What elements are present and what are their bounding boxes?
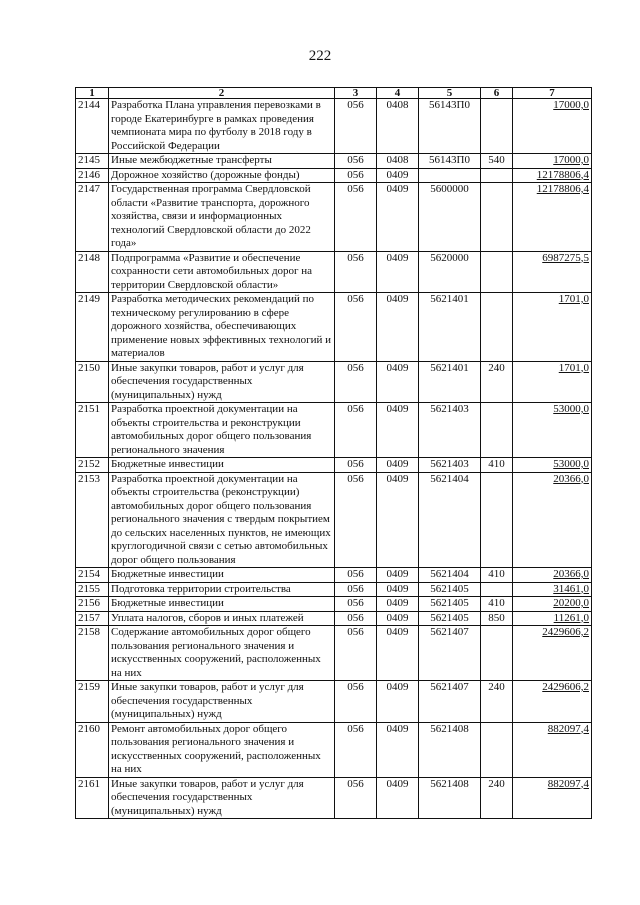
code-target: 5600000 <box>419 183 481 252</box>
code-section: 0409 <box>377 403 419 458</box>
row-name: Иные закупки товаров, работ и услуг для обеспечения государственных (муниципальных) нужд <box>109 777 335 819</box>
code-expense-type <box>481 293 513 362</box>
table-row <box>76 293 592 362</box>
code-section: 0409 <box>377 251 419 293</box>
amount: 1701,0 <box>513 361 592 403</box>
code-expense-type: 410 <box>481 597 513 612</box>
table-row <box>76 722 592 777</box>
code-admin: 056 <box>335 597 377 612</box>
code-admin: 056 <box>335 154 377 169</box>
row-number: 2147 <box>76 183 109 252</box>
table-row <box>76 361 592 403</box>
column-header: 3 <box>335 88 377 99</box>
code-target: 5621404 <box>419 568 481 583</box>
code-admin: 056 <box>335 403 377 458</box>
code-target: 5621407 <box>419 681 481 723</box>
code-expense-type: 240 <box>481 681 513 723</box>
row-name: Разработка проектной документации на объекты строительства и реконструкции автомобильных дорог общего пользования регионального значения <box>109 403 335 458</box>
row-name: Ремонт автомобильных дорог общего пользования регионального значения и искусственных сооружений, расположенных на них <box>109 722 335 777</box>
code-section: 0409 <box>377 597 419 612</box>
code-expense-type: 240 <box>481 361 513 403</box>
row-number: 2161 <box>76 777 109 819</box>
row-number: 2146 <box>76 168 109 183</box>
row-name: Иные закупки товаров, работ и услуг для обеспечения государственных (муниципальных) нужд <box>109 361 335 403</box>
budget-table <box>75 87 592 819</box>
code-section: 0409 <box>377 458 419 473</box>
code-admin: 056 <box>335 568 377 583</box>
code-expense-type: 410 <box>481 568 513 583</box>
row-name: Подпрограмма «Развитие и обеспечение сохранности сети автомобильных дорог на территории Свердловской области» <box>109 251 335 293</box>
row-name: Разработка проектной документации на объекты строительства (реконструкции) автомобильных дорог общего пользования регионального значения с твердым покрытием до сельских населенных пунктов, не имеющих круглогодичной связи с сетью автомобильных дорог общего пользования <box>109 472 335 568</box>
table-row <box>76 168 592 183</box>
table-row <box>76 582 592 597</box>
row-number: 2155 <box>76 582 109 597</box>
row-number: 2156 <box>76 597 109 612</box>
amount: 53000,0 <box>513 403 592 458</box>
column-header: 7 <box>513 88 592 99</box>
amount: 2429606,2 <box>513 681 592 723</box>
code-section: 0409 <box>377 611 419 626</box>
code-section: 0409 <box>377 722 419 777</box>
code-target: 5621405 <box>419 582 481 597</box>
code-section: 0409 <box>377 626 419 681</box>
table-row <box>76 403 592 458</box>
code-expense-type: 850 <box>481 611 513 626</box>
amount: 882097,4 <box>513 777 592 819</box>
table-header-row <box>76 88 592 99</box>
row-name: Бюджетные инвестиции <box>109 597 335 612</box>
code-expense-type <box>481 99 513 154</box>
row-number: 2160 <box>76 722 109 777</box>
code-admin: 056 <box>335 611 377 626</box>
row-number: 2159 <box>76 681 109 723</box>
code-admin: 056 <box>335 626 377 681</box>
code-expense-type <box>481 722 513 777</box>
code-section: 0409 <box>377 183 419 252</box>
row-name: Дорожное хозяйство (дорожные фонды) <box>109 168 335 183</box>
code-admin: 056 <box>335 183 377 252</box>
table-row <box>76 154 592 169</box>
row-number: 2157 <box>76 611 109 626</box>
amount: 12178806,4 <box>513 168 592 183</box>
amount: 12178806,4 <box>513 183 592 252</box>
row-number: 2154 <box>76 568 109 583</box>
amount: 11261,0 <box>513 611 592 626</box>
code-expense-type <box>481 168 513 183</box>
code-target: 5621405 <box>419 611 481 626</box>
amount: 1701,0 <box>513 293 592 362</box>
code-admin: 056 <box>335 777 377 819</box>
table-row <box>76 568 592 583</box>
amount: 882097,4 <box>513 722 592 777</box>
amount: 53000,0 <box>513 458 592 473</box>
row-name: Государственная программа Свердловской области «Развитие транспорта, дорожного хозяйства, связи и информационных технологий Свердловской области до 2022 года» <box>109 183 335 252</box>
code-admin: 056 <box>335 168 377 183</box>
code-target: 5621407 <box>419 626 481 681</box>
code-expense-type: 410 <box>481 458 513 473</box>
table-row <box>76 777 592 819</box>
row-name: Содержание автомобильных дорог общего пользования регионального значения и искусственных сооружений, расположенных на них <box>109 626 335 681</box>
row-number: 2158 <box>76 626 109 681</box>
code-admin: 056 <box>335 99 377 154</box>
code-target: 5620000 <box>419 251 481 293</box>
code-section: 0408 <box>377 99 419 154</box>
row-name: Уплата налогов, сборов и иных платежей <box>109 611 335 626</box>
row-name: Разработка Плана управления перевозками в городе Екатеринбурге в рамках проведения чемпионата мира по футболу в 2018 году в Российской Федерации <box>109 99 335 154</box>
code-target: 5621403 <box>419 458 481 473</box>
amount: 20366,0 <box>513 472 592 568</box>
amount: 6987275,5 <box>513 251 592 293</box>
code-admin: 056 <box>335 681 377 723</box>
code-admin: 056 <box>335 582 377 597</box>
row-number: 2144 <box>76 99 109 154</box>
code-target: 5621401 <box>419 361 481 403</box>
code-section: 0409 <box>377 777 419 819</box>
code-section: 0409 <box>377 568 419 583</box>
code-section: 0409 <box>377 681 419 723</box>
row-number: 2150 <box>76 361 109 403</box>
table-row <box>76 626 592 681</box>
code-expense-type <box>481 626 513 681</box>
code-target: 56143П0 <box>419 154 481 169</box>
code-admin: 056 <box>335 458 377 473</box>
row-number: 2152 <box>76 458 109 473</box>
row-number: 2145 <box>76 154 109 169</box>
row-name: Иные межбюджетные трансферты <box>109 154 335 169</box>
code-admin: 056 <box>335 361 377 403</box>
code-expense-type <box>481 251 513 293</box>
row-name: Подготовка территории строительства <box>109 582 335 597</box>
row-name: Разработка методических рекомендаций по техническому регулированию в сфере дорожного хозяйства, обеспечивающих применение новых эффективных технологий и материалов <box>109 293 335 362</box>
code-admin: 056 <box>335 293 377 362</box>
code-expense-type <box>481 582 513 597</box>
code-target: 5621403 <box>419 403 481 458</box>
row-name: Бюджетные инвестиции <box>109 568 335 583</box>
amount: 20366,0 <box>513 568 592 583</box>
code-section: 0409 <box>377 293 419 362</box>
code-expense-type: 540 <box>481 154 513 169</box>
column-header: 1 <box>76 88 109 99</box>
column-header: 5 <box>419 88 481 99</box>
code-target: 5621408 <box>419 777 481 819</box>
column-header: 6 <box>481 88 513 99</box>
row-number: 2151 <box>76 403 109 458</box>
page-number: 222 <box>308 48 332 64</box>
code-target: 5621401 <box>419 293 481 362</box>
code-admin: 056 <box>335 472 377 568</box>
code-target <box>419 168 481 183</box>
code-section: 0409 <box>377 472 419 568</box>
code-target: 5621405 <box>419 597 481 612</box>
table-row <box>76 183 592 252</box>
table-row <box>76 597 592 612</box>
row-name: Иные закупки товаров, работ и услуг для обеспечения государственных (муниципальных) нужд <box>109 681 335 723</box>
amount: 31461,0 <box>513 582 592 597</box>
amount: 17000,0 <box>513 154 592 169</box>
table-row <box>76 611 592 626</box>
code-section: 0409 <box>377 582 419 597</box>
amount: 20200,0 <box>513 597 592 612</box>
table-row <box>76 681 592 723</box>
row-number: 2153 <box>76 472 109 568</box>
code-section: 0409 <box>377 361 419 403</box>
code-section: 0408 <box>377 154 419 169</box>
code-expense-type <box>481 183 513 252</box>
code-expense-type: 240 <box>481 777 513 819</box>
code-target: 56143П0 <box>419 99 481 154</box>
column-header: 4 <box>377 88 419 99</box>
code-target: 5621404 <box>419 472 481 568</box>
column-header: 2 <box>109 88 335 99</box>
code-target: 5621408 <box>419 722 481 777</box>
amount: 17000,0 <box>513 99 592 154</box>
code-admin: 056 <box>335 722 377 777</box>
code-admin: 056 <box>335 251 377 293</box>
code-expense-type <box>481 472 513 568</box>
table-row <box>76 251 592 293</box>
row-number: 2148 <box>76 251 109 293</box>
table-row <box>76 458 592 473</box>
code-section: 0409 <box>377 168 419 183</box>
amount: 2429606,2 <box>513 626 592 681</box>
code-expense-type <box>481 403 513 458</box>
table-row <box>76 99 592 154</box>
row-number: 2149 <box>76 293 109 362</box>
row-name: Бюджетные инвестиции <box>109 458 335 473</box>
table-row <box>76 472 592 568</box>
